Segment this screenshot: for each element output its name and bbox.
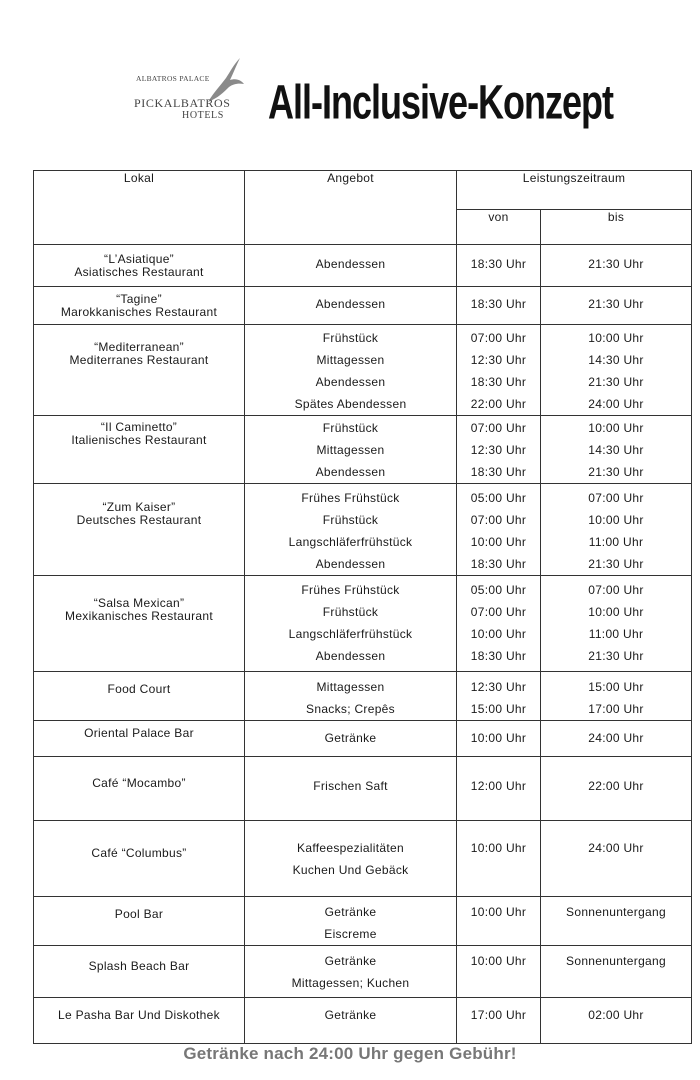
- von-line: 12:30 Uhr: [470, 443, 527, 457]
- bis-line: 10:00 Uhr: [588, 421, 644, 435]
- cell-von: [457, 672, 541, 721]
- angebot-line: Frühstück: [322, 331, 379, 345]
- cell-bis: [541, 946, 692, 998]
- angebot-line: Frühstück: [322, 605, 379, 619]
- cell-angebot: [245, 245, 457, 287]
- von-line: 17:00 Uhr: [470, 1008, 527, 1022]
- footer-note: Getränke nach 24:00 Uhr gegen Gebühr!: [183, 1044, 517, 1063]
- von-line: 05:00 Uhr: [470, 491, 527, 505]
- bis-line: 17:00 Uhr: [588, 702, 644, 716]
- angebot-line: Abendessen: [315, 557, 386, 571]
- angebot-line: Abendessen: [315, 257, 386, 271]
- cell-angebot: [245, 721, 457, 757]
- angebot-line: Frühes Frühstück: [301, 583, 400, 597]
- cell-von: [457, 897, 541, 946]
- cell-bis: [541, 998, 692, 1044]
- cell-angebot: [245, 757, 457, 821]
- cell-lokal: [34, 998, 245, 1044]
- schedule-table: [33, 170, 692, 1044]
- bis-line: Sonnenuntergang: [566, 954, 666, 968]
- angebot-line: Mittagessen; Kuchen: [291, 976, 410, 990]
- logo-line-albatros-palace: ALBATROS PALACE: [136, 74, 210, 83]
- cell-bis: [541, 416, 692, 484]
- von-line: 12:30 Uhr: [470, 680, 527, 694]
- cell-bis: [541, 576, 692, 672]
- table-row: [34, 576, 692, 672]
- angebot-line: Spätes Abendessen: [294, 397, 407, 411]
- angebot-line: Abendessen: [315, 465, 386, 479]
- angebot-line: Abendessen: [315, 649, 386, 663]
- cell-bis: [541, 484, 692, 576]
- lokal-line: Food Court: [107, 682, 171, 696]
- cell-angebot: [245, 287, 457, 325]
- angebot-line: Abendessen: [315, 375, 386, 389]
- cell-lokal: [34, 897, 245, 946]
- cell-von: [457, 998, 541, 1044]
- header-bis: bis: [541, 210, 692, 245]
- cell-lokal: [34, 245, 245, 287]
- cell-von: [457, 757, 541, 821]
- lokal-line: “Tagine”: [116, 292, 162, 306]
- bis-line: 07:00 Uhr: [588, 583, 644, 597]
- von-line: 10:00 Uhr: [470, 627, 527, 641]
- cell-bis: [541, 757, 692, 821]
- cell-bis: [541, 245, 692, 287]
- angebot-line: Frischen Saft: [313, 779, 388, 793]
- bis-line: 11:00 Uhr: [588, 627, 644, 641]
- bis-line: 02:00 Uhr: [588, 1008, 644, 1022]
- von-line: 05:00 Uhr: [470, 583, 527, 597]
- bis-line: 14:30 Uhr: [588, 443, 644, 457]
- cell-von: [457, 821, 541, 897]
- bis-line: 21:30 Uhr: [588, 465, 644, 479]
- cell-lokal: [34, 484, 245, 576]
- lokal-line: “Il Caminetto”: [100, 420, 178, 434]
- von-line: 18:30 Uhr: [470, 297, 527, 311]
- bis-line: 07:00 Uhr: [588, 491, 644, 505]
- lokal-line: Italienisches Restaurant: [71, 433, 207, 447]
- von-line: 18:30 Uhr: [470, 465, 527, 479]
- lokal-line: “Mediterranean”: [94, 340, 184, 354]
- bis-line: 24:00 Uhr: [588, 841, 644, 855]
- lokal-line: Pool Bar: [114, 907, 164, 921]
- cell-von: [457, 484, 541, 576]
- angebot-line: Eiscreme: [324, 927, 377, 941]
- angebot-line: Frühes Frühstück: [301, 491, 400, 505]
- angebot-line: Abendessen: [315, 297, 386, 311]
- table-row: [34, 484, 692, 576]
- angebot-line: Snacks; Crepês: [306, 702, 395, 716]
- lokal-line: Splash Beach Bar: [88, 959, 190, 973]
- header-lokal: Lokal: [34, 171, 245, 245]
- von-line: 12:00 Uhr: [470, 779, 527, 793]
- table-row: [34, 325, 692, 416]
- table-row: [34, 998, 692, 1044]
- table-row: [34, 946, 692, 998]
- cell-angebot: [245, 576, 457, 672]
- angebot-line: Langschläferfrühstück: [288, 627, 413, 641]
- cell-angebot: [245, 672, 457, 721]
- cell-lokal: [34, 946, 245, 998]
- bis-line: 21:30 Uhr: [588, 557, 644, 571]
- bis-line: 14:30 Uhr: [588, 353, 644, 367]
- lokal-line: Asiatisches Restaurant: [74, 265, 204, 279]
- cell-lokal: [34, 757, 245, 821]
- lokal-line: Mediterranes Restaurant: [69, 353, 209, 367]
- bis-line: 11:00 Uhr: [588, 535, 644, 549]
- cell-lokal: [34, 576, 245, 672]
- header-leistungszeitraum: Leistungszeitraum: [457, 171, 692, 210]
- table-row: [34, 245, 692, 287]
- cell-bis: [541, 672, 692, 721]
- header-von: von: [457, 210, 541, 245]
- von-line: 10:00 Uhr: [470, 905, 527, 919]
- angebot-line: Kuchen Und Gebäck: [292, 863, 409, 877]
- cell-angebot: [245, 325, 457, 416]
- cell-bis: [541, 325, 692, 416]
- bis-line: 21:30 Uhr: [588, 649, 644, 663]
- bis-line: 21:30 Uhr: [588, 297, 644, 311]
- von-line: 22:00 Uhr: [470, 397, 527, 411]
- von-line: 18:30 Uhr: [470, 649, 527, 663]
- von-line: 12:30 Uhr: [470, 353, 527, 367]
- bis-line: 10:00 Uhr: [588, 605, 644, 619]
- table-row: [34, 287, 692, 325]
- bis-line: Sonnenuntergang: [566, 905, 666, 919]
- von-line: 07:00 Uhr: [470, 331, 527, 345]
- cell-bis: [541, 721, 692, 757]
- angebot-line: Frühstück: [322, 421, 379, 435]
- cell-lokal: [34, 821, 245, 897]
- table-row: [34, 672, 692, 721]
- cell-bis: [541, 287, 692, 325]
- bis-line: 15:00 Uhr: [588, 680, 644, 694]
- cell-von: [457, 325, 541, 416]
- lokal-line: “Salsa Mexican”: [93, 596, 185, 610]
- cell-lokal: [34, 416, 245, 484]
- cell-von: [457, 245, 541, 287]
- bis-line: 10:00 Uhr: [588, 513, 644, 527]
- cell-angebot: [245, 998, 457, 1044]
- cell-von: [457, 946, 541, 998]
- von-line: 10:00 Uhr: [470, 731, 527, 745]
- cell-lokal: [34, 672, 245, 721]
- von-line: 18:30 Uhr: [470, 375, 527, 389]
- angebot-line: Langschläferfrühstück: [288, 535, 413, 549]
- von-line: 18:30 Uhr: [470, 557, 527, 571]
- table-row: [34, 897, 692, 946]
- bis-line: 21:30 Uhr: [588, 375, 644, 389]
- lokal-line: “Zum Kaiser”: [102, 500, 176, 514]
- header-angebot: Angebot: [245, 171, 457, 245]
- table-row: [34, 721, 692, 757]
- von-line: 15:00 Uhr: [470, 702, 527, 716]
- angebot-line: Mittagessen: [316, 353, 385, 367]
- lokal-line: Café “Mocambo”: [92, 776, 186, 790]
- cell-lokal: [34, 325, 245, 416]
- logo-line-hotels: HOTELS: [182, 110, 224, 121]
- cell-angebot: [245, 821, 457, 897]
- cell-angebot: [245, 897, 457, 946]
- angebot-line: Kaffeespezialitäten: [297, 841, 404, 855]
- bis-line: 10:00 Uhr: [588, 331, 644, 345]
- von-line: 18:30 Uhr: [470, 257, 527, 271]
- cell-bis: [541, 821, 692, 897]
- von-line: 10:00 Uhr: [470, 535, 527, 549]
- von-line: 10:00 Uhr: [470, 841, 527, 855]
- von-line: 07:00 Uhr: [470, 605, 527, 619]
- hotel-logo: [128, 56, 248, 130]
- lokal-line: Mexikanisches Restaurant: [65, 609, 213, 623]
- von-line: 07:00 Uhr: [470, 513, 527, 527]
- cell-lokal: [34, 721, 245, 757]
- bis-line: 21:30 Uhr: [588, 257, 644, 271]
- lokal-line: Marokkanisches Restaurant: [60, 305, 218, 319]
- bis-line: 24:00 Uhr: [588, 397, 644, 411]
- logo-line-pickalbatros: PICKALBATROS: [134, 96, 231, 110]
- lokal-line: Deutsches Restaurant: [76, 513, 202, 527]
- lokal-line: “L’Asiatique”: [104, 252, 174, 266]
- cell-bis: [541, 897, 692, 946]
- angebot-line: Getränke: [324, 905, 377, 919]
- table-row: [34, 416, 692, 484]
- lokal-line: Café “Columbus”: [91, 846, 187, 860]
- angebot-line: Mittagessen: [316, 680, 385, 694]
- page-title: All-Inclusive-Konzept: [268, 74, 614, 130]
- cell-angebot: [245, 484, 457, 576]
- angebot-line: Getränke: [324, 731, 377, 745]
- cell-von: [457, 576, 541, 672]
- lokal-line: Le Pasha Bar Und Diskothek: [58, 1008, 220, 1022]
- angebot-line: Getränke: [324, 954, 377, 968]
- cell-angebot: [245, 416, 457, 484]
- angebot-line: Frühstück: [322, 513, 379, 527]
- cell-angebot: [245, 946, 457, 998]
- bis-line: 22:00 Uhr: [588, 779, 644, 793]
- table-row: [34, 757, 692, 821]
- cell-lokal: [34, 287, 245, 325]
- lokal-line: Oriental Palace Bar: [84, 726, 194, 740]
- cell-von: [457, 287, 541, 325]
- angebot-line: Mittagessen: [316, 443, 385, 457]
- bis-line: 24:00 Uhr: [588, 731, 644, 745]
- table-row: [34, 821, 692, 897]
- angebot-line: Getränke: [324, 1008, 377, 1022]
- cell-von: [457, 721, 541, 757]
- von-line: 07:00 Uhr: [470, 421, 527, 435]
- von-line: 10:00 Uhr: [470, 954, 527, 968]
- cell-von: [457, 416, 541, 484]
